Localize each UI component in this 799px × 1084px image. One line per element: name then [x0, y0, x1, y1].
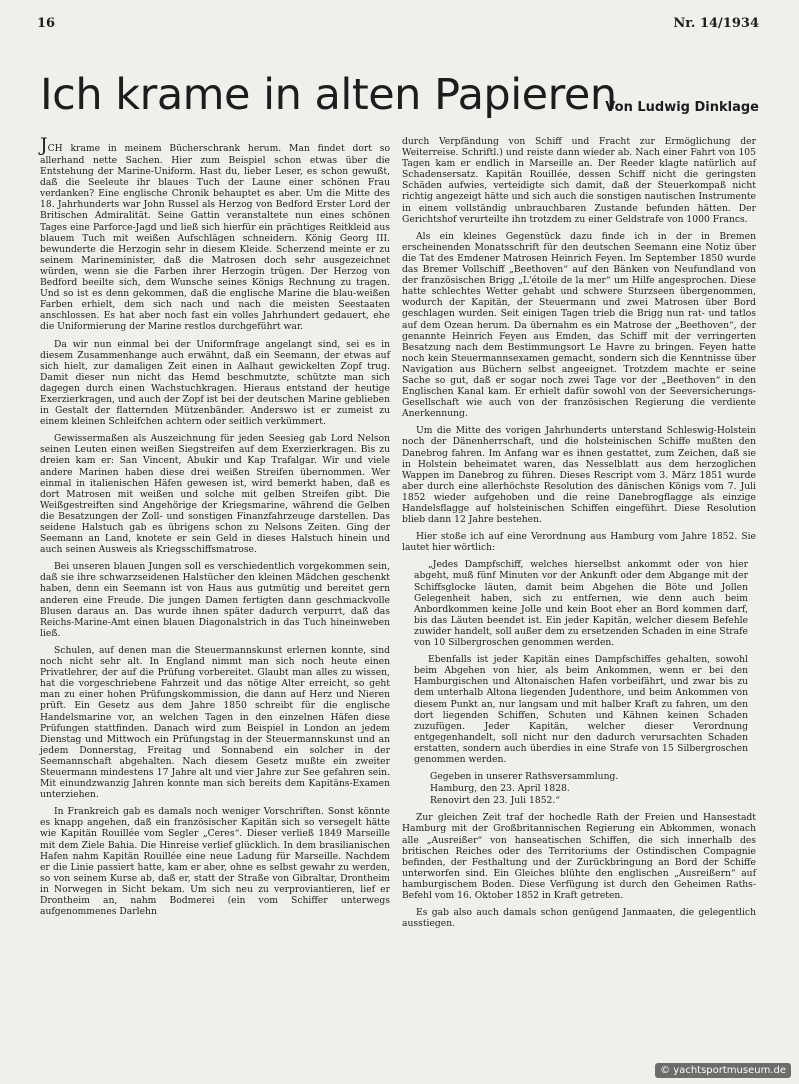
- paragraph: Bei unseren blauen Jungen soll es verschiedentlich vorgekommen sein, daß sie ihre schwarzseidenen Halstücher den kleinen Mädchen geschenkt haben, denn ein Seemann ist von Haus aus gutmütig und bereitet gern anderen eine Freude. Die jungen Damen fertigten dann geschmackvolle Blusen daraus an. Das wurde ihnen später dadurch verpurrt, daß das Reichs-Marine-Amt einen blauen Diagonalstrich in das Tuch hineinweben ließ.: [40, 561, 390, 639]
- decree-signature: Gegeben in unserer Rathsversammlung.: [430, 771, 619, 783]
- paragraph: Da wir nun einmal bei der Uniformfrage angelangt sind, sei es in diesem Zusammenhange auch erwähnt, daß ein Seemann, der etwas auf sich hielt, zur damaligen Zeit einen in Aalhaut gewickelten Zopf trug. Damit dieser nun nicht das Hemd beschmutzte, schützte man sich dagegen durch einen Wachstuchkragen. Hieraus entstand der heutige Exerzierkragen, und auch der Zopf ist bei der deutschen Marine geblieben in Gestalt der flatternden Mützenbänder. Anderswo ist er zumeist zu einem kleinen Schleifchen achtern oder seitlich verkümmert.: [40, 338, 390, 428]
- paragraph: Zur gleichen Zeit traf der hochedle Rath der Freien und Hansestadt Hamburg mit der Großbritannischen Regierung ein Abkommen, wonach alle „Ausreißer“ von hanseatischen Schiffen, die sich innerhalb des britischen Reiches oder des Territoriums der Ostindischen Compagnie befinden, der Festhaltung und der Zurückbringung an Bord der Schiffe unterworfen sind. Ein Gleiches blühte den englischen „Ausreißern“ auf hamburgischem Boden. Diese Verfügung ist durch den Geheimen Raths-Befehl vom 16. Oktober 1852 in Kraft getreten.: [402, 812, 756, 901]
- paragraph: Hier stoße ich auf eine Verordnung aus Hamburg vom Jahre 1852. Sie lautet hier wörtlich:: [402, 531, 756, 554]
- paragraph: JCH krame in meinem Bücherschrank herum. Man findet dort so allerhand nette Sachen. Hier zum Beispiel schon etwas über die Entstehung der Marine-Uniform. Hast du, lieber Leser, es schon gewußt, daß die Seeleute ihr blaues Tuch der Laune einer schönen Frau verdanken? Eine englische Chronik behauptet es aber. Um die Mitte des 18. Jahrhunderts war John Russel als Herzog von Bedford Erster Lord der Britischen Admiralität. Seine Gattin veranstaltete nun eines schönen Tages eine Parforce-Jagd und ließ sich hierfür ein prächtiges Reitkleid aus blauem Tuch mit weißen Aufschlägen schneidern. König Georg III. bewunderte die Herzogin sehr in diesem Kleide. Scherzend meinte er zu seinem Marineminister, daß die Matrosen doch sehr ausgezeichnet würden, wenn sie die Farben ihrer Herzogin trügen. Der Herzog von Bedford beeilte sich, dem Wunsche seines Königs Rechnung zu tragen. Und so ist es denn gekommen, daß die englische Marine die blau-weißen Farben erhielt, dem sich nach und nach die meisten Seestaaten anschlossen. Es hat aber noch fast ein volles Jahrhundert gedauert, ehe die Uniformierung der Marine restlos durchgeführt war.: [40, 134, 390, 333]
- paragraph: In Frankreich gab es damals noch weniger Vorschriften. Sonst könnte es knapp angehen, daß ein französischer Kapitän sich so versegelt hätte wie Kapitän Rouillée vom Segler „Ceres“. Dieser verließ 1849 Marseille mit dem Ziele Bahia. Die Hinreise verlief glücklich. In dem brasilianischen Hafen nahm Kapitän Rouillée eine neue Ladung für Marseille. Nachdem er die Linie passiert hatte, kam er aber, ohne es selbst gewahr zu werden, so von seinem Kurse ab, daß er, statt der Straße von Gibraltar, Drontheim in Norwegen in Sicht bekam. Um sich neu zu verproviantieren, lief er Drontheim an, nahm Bodmerei (ein vom Schiffer unterwegs aufgenommenes Darlehn: [40, 806, 390, 918]
- paragraph: Es gab also auch damals schon genügend Janmaaten, die gelegentlich ausstiegen.: [402, 907, 756, 930]
- issue-number: Nr. 14/1934: [673, 16, 759, 31]
- quoted-decree: „Jedes Dampfschiff, welches hierselbst ankommt oder von hier abgeht, muß fünf Minuten vor der Ankunft oder dem Abgange mit der Schiffsglocke läuten, damit beim Abgehen die Böte und Jollen Gelegenheit haben, sich zu entfernen, wie denn auch beim Anbordkommen keine Jolle und kein Boot eher an Bord kommen darf, bis das Läuten beendet ist. Ein jeder Kapitän, welcher diesem Befehle zuwider handelt, soll außer dem zu ersetzenden Schaden in eine Strafe von 10 Silbergroschen genommen werden.: [414, 559, 748, 649]
- paragraph: Schulen, auf denen man die Steuermannskunst erlernen konnte, sind noch nicht sehr alt. In England nimmt man sich noch heute einen Privatlehrer, der auf die Prüfung vorbereitet. Glaubt man alles zu wissen, hat die vorgeschriebene Fahrzeit und das nötige Alter erreicht, so geht man zu einer hohen Prüfungskommission, die dann auf Herz und Nieren prüft. Ein Gesetz aus dem Jahre 1850 schreibt für die englische Handelsmarine vor, an welchen Tagen in den einzelnen Häfen diese Prüfungen stattfinden. Danach wird zum Beispiel in London an jedem Dienstag und Mittwoch ein Prüfungstag in der Steuermannskunst und an jedem Donnerstag, Freitag und Sonnabend ein solcher in der Seemannschaft abgehalten. Nach diesem Gesetz mußte ein zweiter Steuermann mindestens 17 Jahre alt und vier Jahre zur See gefahren sein. Mit einundzwanzig Jahren konnte man sich bereits dem Kapitäns-Examen unterziehen.: [40, 644, 390, 801]
- decree-date: Renovirt den 23. Juli 1852.“: [430, 795, 561, 807]
- article-byline: Von Ludwig Dinklage: [605, 100, 759, 115]
- paragraph: Als ein kleines Gegenstück dazu finde ich in der in Bremen erscheinenden Monatsschrift für den deutschen Seemann eine Notiz über die Tat des Emdener Matrosen Heinrich Feyen. Im September 1850 wurde das Bremer Vollschiff „Beethoven“ auf den Bänken von Neufundland von der französischen Brigg „L'étoile de la mer“ um Hilfe angesprochen. Diese hatte schlechtes Wetter gehabt und schwere Sturzseen übergenommen, wodurch der Kapitän, der Steuermann und zwei Matrosen über Bord geschlagen wurden. Seit einigen Tagen trieb die Brigg nun rat- und tatlos auf dem Ozean herum. Da übernahm es ein Matrose der „Beethoven“, der genannte Heinrich Feyen aus Emden, das Schiff mit der verringerten Besatzung nach dem Bestimmungsort Le Havre zu bringen. Feyen hatte noch kein Steuermannsexamen gemacht, sondern sich die Kenntnisse über Navigation aus Büchern selbst angeeignet. Trotzdem machte er seine Sache so gut, daß er sogar noch zwei Tage vor der „Beethoven“ in den Englischen Kanal kam. Er erhielt dafür sowohl von der Seeversicherungs-Gesellschaft wie auch von der französischen Regierung die verdiente Anerkennung.: [402, 230, 756, 420]
- right-column: [402, 136, 756, 935]
- left-column: [40, 136, 390, 923]
- paragraph: durch Verpfändung von Schiff und Fracht zur Ermöglichung der Weiterreise. Schriftl.) und reiste dann wieder ab. Nach einer Fahrt von 105 Tagen kam er endlich in Marseille an. Der Reeder klagte natürlich auf Schadensersatz. Kapitän Rouillée, dessen Schiff nicht die geringsten Schäden aufwies, verteidigte sich damit, daß der Steuerkompaß nicht richtig angezeigt hätte und sich auch die sonstigen nautischen Instrumente in einem vollständig unbrauchbaren Zustande befunden hätten. Der Gerichtshof verurteilte ihn trotzdem zu einer Geldstrafe von 1000 Francs.: [402, 136, 756, 225]
- paragraph: Gewissermaßen als Auszeichnung für jeden Seesieg gab Lord Nelson seinen Leuten einen weißen Siegstreifen auf dem Exerzierkragen. Bis zu dreien kam er: San Vincent, Abukir und Kap Trafalgar. Wir und viele andere Marinen haben diese drei weißen Streifen übernommen. Wer einmal in italienischen Häfen gewesen ist, wird bemerkt haben, daß es dort Matrosen mit weißen und solche mit gelben Streifen gibt. Die Weißgestreiften sind Angehörige der Kriegsmarine, während die Gelben die Besatzungen der Zoll- und sonstigen Finanzfahrzeuge darstellen. Das seidene Halstuch gab es übrigens schon zu Nelsons Zeiten. Ging der Seemann an Land, knotete er sein Geld in dieses Halstuch hinein und auch seinen Ausweis als Kriegsschiffsmatrose.: [40, 433, 390, 556]
- quoted-decree: Ebenfalls ist jeder Kapitän eines Dampfschiffes gehalten, sowohl beim Abgehen von hier, als beim Ankommen, wenn er bei den Hamburgischen und Altonaischen Hafen vorbeifährt, und zwar bis zu dem unterhalb Altona liegenden Judenthore, und beim Ankommen von diesem Punkt an, nur langsam und mit halber Kraft zu fahren, um den dort liegenden Schiffen, Schuten und Kähnen keinen Schaden zuzufügen. Jeder Kapitän, welcher dieser Verordnung entgegenhandelt, soll nicht nur den dadurch verursachten Schaden erstatten, sondern auch überdies in eine Strafe von 15 Silbergroschen genommen werden.: [414, 654, 748, 765]
- paragraph: Um die Mitte des vorigen Jahrhunderts unterstand Schleswig-Holstein noch der Dänenherrschaft, und die holsteinischen Schiffe mußten den Danebrog fahren. Im Anfang war es ihnen gestattet, zum Zeichen, daß sie in Holstein beheimatet waren, das Nesselblatt aus dem herzoglichen Wappen im Danebrog zu führen. Dieses Rescript vom 3. März 1851 wurde aber durch eine allerhöchste Resolution des dänischen Königs vom 7. Juli 1852 wieder aufgehoben und die reine Danebrogflagge als einzige Handelsflagge auf holsteinischen Schiffen eingeführt. Diese Resolution blieb dann 12 Jahre bestehen.: [402, 425, 756, 526]
- watermark: © yachtsportmuseum.de: [655, 1063, 791, 1078]
- decree-date: Hamburg, den 23. April 1828.: [430, 783, 570, 795]
- page-number: 16: [37, 16, 56, 31]
- article-title: Ich krame in alten Papieren: [40, 70, 617, 120]
